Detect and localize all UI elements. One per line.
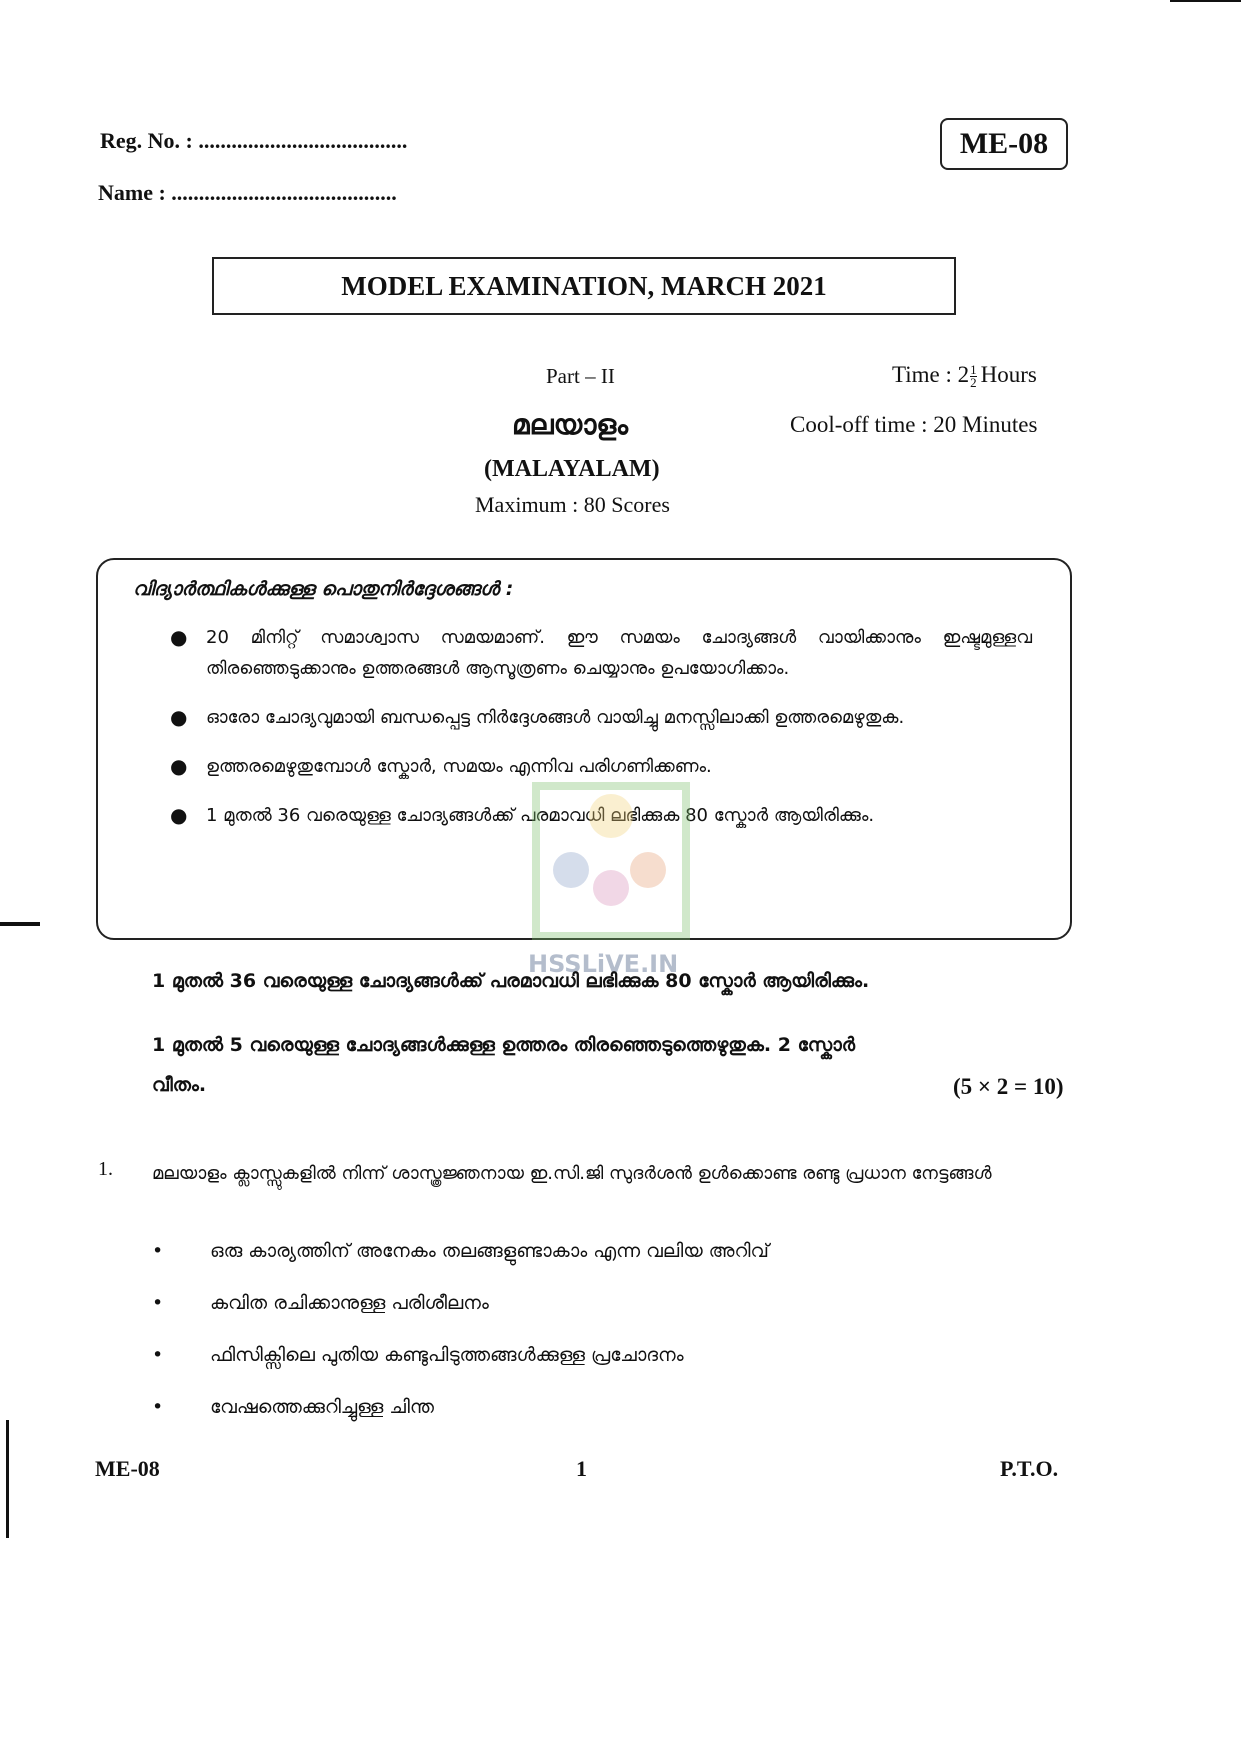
bullet-icon: • bbox=[152, 1240, 164, 1262]
maximum-scores: Maximum : 80 Scores bbox=[475, 492, 670, 517]
time-fraction-den: 2 bbox=[970, 375, 977, 391]
section-instruction: 1 മുതൽ 5 വരെയുള്ള ചോദ്യങ്ങൾക്കുള്ള ഉത്തരം തിരഞ്ഞെടുത്തെഴുതുക. 2 സ്കോർ bbox=[152, 1034, 856, 1056]
cooloff-time: Cool-off time : 20 Minutes bbox=[790, 412, 1038, 437]
instruction-item bbox=[170, 702, 1032, 733]
scan-mark-left bbox=[0, 922, 40, 926]
footer-code: ME-08 bbox=[95, 1456, 160, 1481]
reg-no-field: Reg. No. : ...................................... bbox=[100, 128, 408, 153]
scan-mark-left-bottom bbox=[6, 1420, 9, 1538]
instruction-text: 20 മിനിറ്റ് സമാശ്വാസ സമയമാണ്. ഈ സമയം ചോദ്യങ്ങൾ വായിക്കാനും ഇഷ്ടമുള്ളവ തിരഞ്ഞെടുക്കാനും ഉത്തരങ്ങൾ ആസൂത്രണം ചെയ്യാനും ഉപയോഗിക്കാം. bbox=[206, 627, 1032, 679]
time-fraction bbox=[970, 364, 977, 389]
time-fraction-num: 1 bbox=[970, 362, 977, 378]
instruction-text: 1 മുതൽ 36 വരെയുള്ള ചോദ്യങ്ങൾക്ക് പരമാവധി ലഭിക്കുക 80 സ്കോർ ആയിരിക്കും. bbox=[206, 805, 875, 826]
instructions-heading: വിദ്യാർത്ഥികൾക്കുള്ള പൊതുനിർദ്ദേശങ്ങൾ : bbox=[133, 578, 514, 600]
instruction-text: ഉത്തരമെഴുതുമ്പോൾ സ്കോർ, സമയം എന്നിവ പരിഗണിക്കണം. bbox=[206, 756, 712, 777]
option-text: കവിത രചിക്കാനുള്ള പരിശീലനം bbox=[210, 1292, 489, 1314]
page-number: 1 bbox=[576, 1456, 587, 1481]
watermark-figure-right bbox=[630, 852, 666, 888]
question-number: 1. bbox=[98, 1158, 113, 1180]
part-label: Part – II bbox=[546, 364, 615, 388]
name-field: Name : ......................................... bbox=[98, 180, 397, 205]
bullet-icon: ● bbox=[170, 705, 188, 729]
bullet-icon: ● bbox=[170, 754, 188, 778]
bullet-icon: • bbox=[152, 1292, 164, 1314]
section-score: (5 × 2 = 10) bbox=[953, 1074, 1064, 1099]
bullet-icon: ● bbox=[170, 803, 188, 827]
watermark-figure-left bbox=[553, 852, 589, 888]
watermark-figure-head bbox=[589, 794, 633, 838]
watermark-logo bbox=[526, 778, 696, 968]
section-instruction-cont: വീതം. bbox=[152, 1074, 207, 1096]
time-prefix: Time : 2 bbox=[892, 362, 970, 387]
total-score-note: 1 മുതൽ 36 വരെയുള്ള ചോദ്യങ്ങൾക്ക് പരമാവധി ലഭിക്കുക 80 സ്കോർ ആയിരിക്കും. bbox=[152, 970, 870, 992]
option-text: ഫിസിക്സിലെ പുതിയ കണ്ടുപിടുത്തങ്ങൾക്കുള്ള പ്രചോദനം bbox=[210, 1344, 684, 1366]
instruction-item bbox=[170, 622, 1032, 684]
exam-title: MODEL EXAMINATION, MARCH 2021 bbox=[212, 257, 956, 315]
watermark-text: HSSLiVE.IN bbox=[528, 950, 679, 978]
instruction-text: ഓരോ ചോദ്യവുമായി ബന്ധപ്പെട്ട നിർദ്ദേശങ്ങൾ വായിച്ചു മനസ്സിലാക്കി ഉത്തരമെഴുതുക. bbox=[206, 707, 905, 728]
option-text: ഒരു കാര്യത്തിന് അനേകം തലങ്ങളുണ്ടാകാം എന്ന വലിയ അറിവ് bbox=[210, 1240, 769, 1262]
bullet-icon: ● bbox=[170, 625, 188, 649]
pto-label: P.T.O. bbox=[1000, 1456, 1059, 1481]
watermark-figure-center bbox=[593, 870, 629, 906]
option-text: വേഷത്തെക്കുറിച്ചുള്ള ചിന്ത bbox=[210, 1396, 434, 1418]
bullet-icon: • bbox=[152, 1396, 164, 1418]
time-label bbox=[892, 362, 1037, 389]
subject-english: (MALAYALAM) bbox=[484, 456, 660, 482]
scan-mark-top-right bbox=[1170, 0, 1241, 2]
subject-malayalam: മലയാളം bbox=[512, 408, 629, 441]
paper-code-badge: ME-08 bbox=[940, 118, 1068, 170]
question-text: മലയാളം ക്ലാസ്സുകളിൽ നിന്ന് ശാസ്ത്രജ്ഞനായ ഇ.സി.ജി സുദർശൻ ഉൾക്കൊണ്ട രണ്ടു പ്രധാന നേട്ടങ്ങൾ bbox=[152, 1163, 992, 1184]
time-suffix: Hours bbox=[980, 362, 1037, 387]
bullet-icon: • bbox=[152, 1344, 164, 1366]
